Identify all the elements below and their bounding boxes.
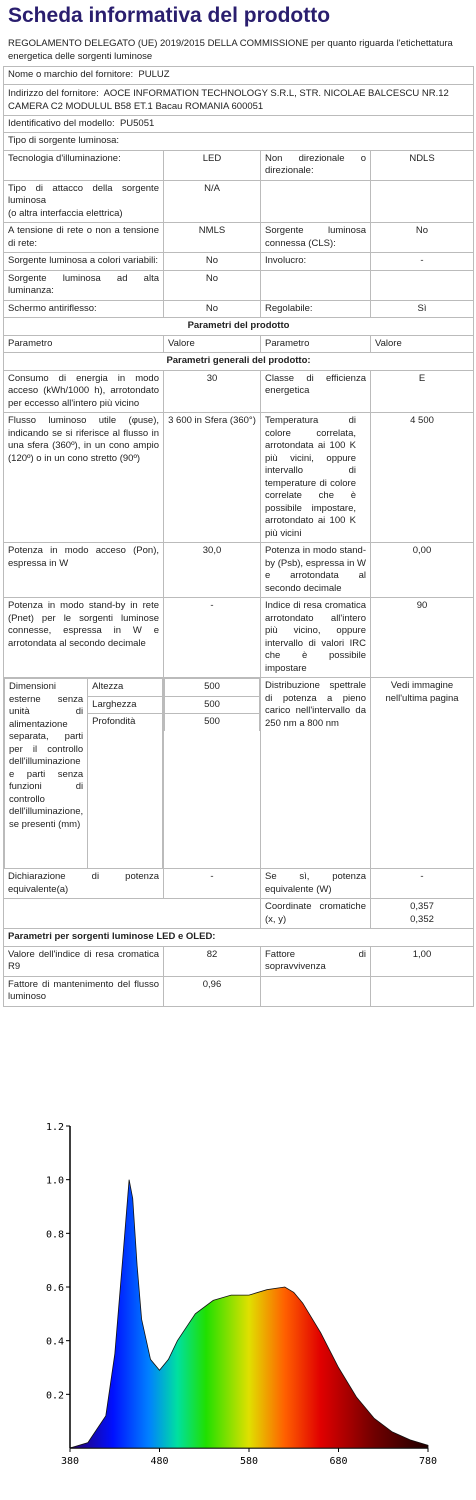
dimension-value-0: 500 [165, 679, 260, 697]
source-type-1-cell-0: Tipo di attacco della sorgente luminosa (o altra interfaccia elettrica) [4, 180, 164, 223]
x-tick-label-4: 780 [418, 1456, 438, 1467]
source-type-4-cell-3 [371, 270, 474, 300]
source-type-2-cell-1: NMLS [164, 223, 261, 253]
equivalent-cell-2: Se sì, potenza equivalente (W) [261, 869, 371, 899]
x-tick-label-1: 480 [150, 1456, 169, 1467]
dimension-name-1: Larghezza [88, 696, 163, 714]
y-tick-label-3: 0.8 [45, 1229, 64, 1241]
column-header-2: Parametro [261, 335, 371, 353]
led-1-cell-0: Fattore di mantenimento del flusso luminoso [4, 976, 164, 1006]
dimensions-layout [4, 678, 163, 868]
param-2-cell-2: Potenza in modo stand-by (Psb), espressa in W e arrotondata al secondo decimale [261, 543, 371, 598]
spectrum-marks [46, 1122, 437, 1467]
led-1-cell-1: 0,96 [164, 976, 261, 1006]
led-0-cell-1: 82 [164, 946, 261, 976]
model-value: PU5051 [119, 117, 155, 129]
spd-label: Distribuzione spettrale di potenza a pieno carico nell'intervallo da 250 nm a 800 nm [261, 678, 371, 869]
param-3-cell-1: - [164, 598, 261, 678]
source-type-0-cell-1: LED [164, 150, 261, 180]
led-1-cell-2 [261, 976, 371, 1006]
param-1-cell-0: Flusso luminoso utile (φuse), indicando se si riferisce al flusso in una sfera (360º), in un cono ampio (120º) o in un cono stretto (90º) [4, 413, 164, 543]
param-0-row [4, 370, 474, 413]
source-type-5-cell-0: Schermo antiriflesso: [4, 300, 164, 318]
address-value: AOCE INFORMATION TECHNOLOGY S.R.L, STR. NICOLAE BALCESCU NR.12 CAMERA C2 MODULUL B58 ET.1 Bacau ROMANIA 600051 [8, 87, 449, 112]
led-0-cell-2: Fattore di sopravvivenza [261, 946, 371, 976]
led-0-cell-3: 1,00 [371, 946, 474, 976]
y-tick-label-0: 0.2 [45, 1390, 64, 1402]
led-0-cell-0: Valore dell'indice di resa cromatica R9 [4, 946, 164, 976]
source-type-3-cell-3: - [371, 253, 474, 271]
source-type-2-row [4, 223, 474, 253]
param-3-cell-3: 90 [371, 598, 474, 678]
column-header-3: Valore [371, 335, 474, 353]
led-1-row [4, 976, 474, 1006]
general-params-header-row [4, 353, 474, 371]
dimension-name-0: Altezza [88, 679, 163, 697]
source-type-1-cell-2 [261, 180, 371, 223]
dimensions-label: Dimensioni esterne senza unità di alimentazione separata, parti per il controllo dell'illuminazione e parti senza funzioni di controllo dell'illuminazione, se presenti (mm) [5, 679, 88, 869]
equivalent-cell-3: - [371, 869, 474, 899]
param-3-row [4, 598, 474, 678]
source-type-3-row [4, 253, 474, 271]
page-title: Scheda informativa del prodotto [8, 4, 331, 27]
params-header-row [4, 318, 474, 336]
x-tick-label-0: 380 [60, 1456, 80, 1467]
source-type-0-cell-0: Tecnologia d'illuminazione: [4, 150, 164, 180]
model-label: Identificativo del modello: [8, 117, 115, 129]
dimension-name-2: Profondità [88, 714, 163, 869]
param-1-cell-3: 4 500 [371, 413, 474, 543]
dimension-value-2: 500 [165, 714, 260, 731]
equivalent-cell-1: - [164, 869, 261, 899]
param-2-row [4, 543, 474, 598]
param-0-cell-2: Classe di efficienza energetica [261, 370, 371, 413]
params-header: Parametri del prodotto [4, 318, 474, 336]
column-header-1: Valore [164, 335, 261, 353]
dimensions-cell [4, 678, 164, 869]
dimensions-values [164, 678, 261, 869]
source-type-2-cell-2: Sorgente luminosa connessa (CLS): [261, 223, 371, 253]
equivalent-row [4, 869, 474, 899]
source-type-1-cell-1: N/A [164, 180, 261, 223]
params-column-headers [4, 335, 474, 353]
y-tick-label-4: 1.0 [45, 1175, 64, 1187]
param-2-cell-3: 0,00 [371, 543, 474, 598]
source-type-5-row [4, 300, 474, 318]
led-header: Parametri per sorgenti luminose LED e OLED: [4, 929, 474, 947]
general-params-header: Parametri generali del prodotto: [4, 353, 474, 371]
param-2-cell-1: 30,0 [164, 543, 261, 598]
y-tick-label-5: 1.2 [45, 1122, 64, 1133]
source-type-3-cell-2: Involucro: [261, 253, 371, 271]
dimension-values-list [164, 678, 260, 731]
chromaticity-row [4, 899, 474, 929]
led-1-cell-3 [371, 976, 474, 1006]
param-0-cell-3: E [371, 370, 474, 413]
source-type-0-cell-2: Non direzionale o direzionale: [261, 150, 371, 180]
address-row [4, 84, 474, 115]
dimensions-row [4, 678, 474, 869]
x-tick-label-3: 680 [329, 1456, 348, 1467]
chromaticity-label: Coordinate cromatiche (x, y) [261, 899, 371, 929]
source-type-3-cell-1: No [164, 253, 261, 271]
param-2-cell-0: Potenza in modo acceso (Pon), espressa in W [4, 543, 164, 598]
source-type-header: Tipo di sorgente luminosa: [4, 133, 474, 151]
source-type-1-cell-3 [371, 180, 474, 223]
y-tick-label-2: 0.6 [45, 1283, 64, 1294]
source-type-4-cell-1: No [164, 270, 261, 300]
x-tick-label-2: 580 [239, 1456, 259, 1467]
column-header-0: Parametro [4, 335, 164, 353]
source-type-5-cell-3: Sì [371, 300, 474, 318]
supplier-value: PULUZ [138, 69, 170, 80]
source-type-4-cell-0: Sorgente luminosa ad alta luminanza: [4, 270, 164, 300]
source-type-5-cell-1: No [164, 300, 261, 318]
product-info-table [3, 66, 474, 1007]
param-3-cell-2: Indice di resa cromatica arrotondato all'intero più vicino, oppure intervallo di valori IRC che è possibile impostare [261, 598, 371, 678]
source-type-4-row [4, 270, 474, 300]
param-0-cell-0: Consumo di energia in modo acceso (kWh/1000 h), arrotondato per eccesso all'intero più vicino [4, 370, 164, 413]
param-0-cell-1: 30 [164, 370, 261, 413]
model-row [4, 115, 474, 133]
chromaticity-empty [4, 899, 261, 929]
source-type-1-row [4, 180, 474, 223]
param-1-cell-1: 3 600 in Sfera (360°) [164, 413, 261, 543]
source-type-0-row [4, 150, 474, 180]
supplier-label: Nome o marchio del fornitore: [8, 69, 134, 80]
chromaticity-value: 0,357 0,352 [371, 899, 474, 929]
equivalent-cell-0: Dichiarazione di potenza equivalente(a) [4, 869, 164, 899]
param-3-cell-0: Potenza in modo stand-by in rete (Pnet) per le sorgenti luminose connesse, espressa in W e arrotondata al secondo decimale [4, 598, 164, 678]
dimension-value-1: 500 [165, 696, 260, 714]
spectrum-chart [26, 1106, 450, 1496]
spd-value: Vedi immagine nell'ultima pagina [371, 678, 474, 869]
led-0-row [4, 946, 474, 976]
param-1-cell-2: Temperatura di colore correlata, arrotondata ai 100 K più vicini, oppure intervallo di temperature di colore correlate che è possibile impostare, arrotondato ai 100 K più vicini [261, 413, 371, 543]
source-type-0-cell-3: NDLS [371, 150, 474, 180]
regulation-intro: REGOLAMENTO DELEGATO (UE) 2019/2015 DELLA COMMISSIONE per quanto riguarda l'etichettatura energetica delle sorgenti luminose [8, 38, 453, 62]
y-tick-label-1: 0.4 [45, 1336, 64, 1348]
source-type-2-cell-0: A tensione di rete o non a tensione di rete: [4, 223, 164, 253]
source-type-3-cell-0: Sorgente luminosa a colori variabili: [4, 253, 164, 271]
source-type-2-cell-3: No [371, 223, 474, 253]
supplier-row [4, 67, 474, 85]
param-1-row [4, 413, 474, 543]
source-type-4-cell-2 [261, 270, 371, 300]
led-header-row [4, 929, 474, 947]
source-type-5-cell-2: Regolabile: [261, 300, 371, 318]
spectrum-area [70, 1180, 428, 1448]
address-label: Indirizzo del fornitore: [8, 87, 99, 99]
